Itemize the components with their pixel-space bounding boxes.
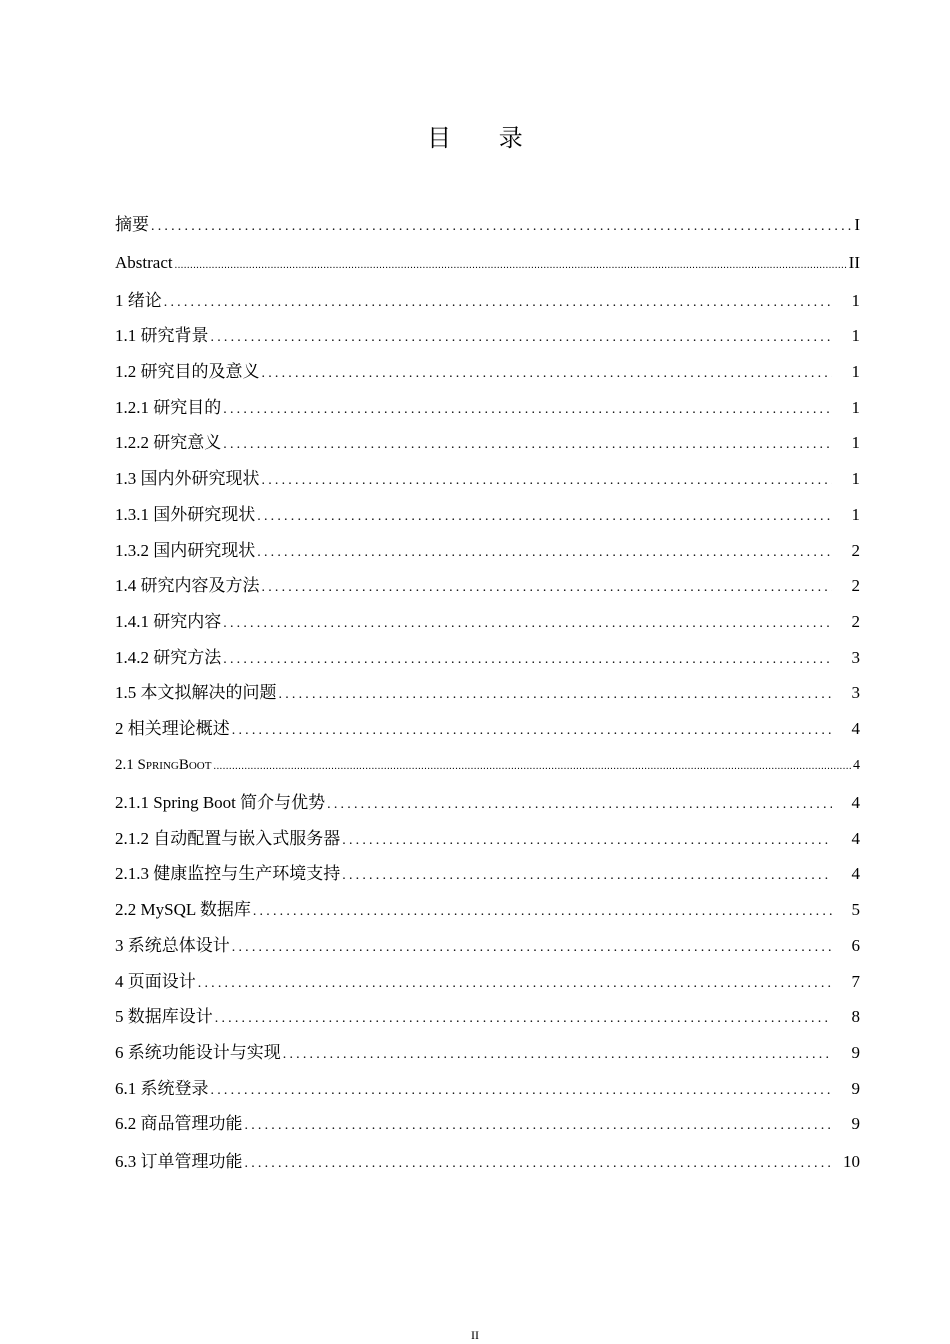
toc-entry-label: 1.4.1 研究内容 [115, 612, 222, 631]
toc-entry-label: 3 系统总体设计 [115, 936, 230, 955]
toc-leader-dots [232, 719, 832, 743]
toc-entry-label: 1 绪论 [115, 291, 162, 310]
toc-entry[interactable] [115, 396, 860, 420]
toc-entry[interactable] [115, 1005, 860, 1029]
toc-entry[interactable] [115, 1150, 860, 1174]
toc-entry-label: 2.1.1 Spring Boot 简介与优势 [115, 793, 326, 812]
toc-leader-dots [223, 433, 832, 457]
toc-entry[interactable] [115, 934, 860, 958]
toc-entry[interactable] [115, 431, 860, 455]
toc-leader-dots [164, 291, 832, 315]
toc-entry-page: 1 [851, 291, 860, 310]
toc-entry-page: 1 [851, 398, 860, 417]
toc-entry[interactable] [115, 1112, 860, 1136]
toc-entry[interactable] [115, 717, 860, 741]
toc-entry-mysql[interactable] [115, 898, 860, 922]
toc-entry-page: 1 [851, 469, 860, 488]
toc-leader-dots [211, 326, 833, 350]
toc-entry-page: 10 [843, 1152, 860, 1171]
toc-entry-page: 2 [851, 576, 860, 595]
toc-entry-label: 1.2 研究目的及意义 [115, 362, 260, 381]
toc-entry-label: 1.3 国内外研究现状 [115, 469, 260, 488]
toc-entry-label: 1.4.2 研究方法 [115, 648, 222, 667]
toc-leader-dots [327, 793, 832, 817]
toc-leader-dots [215, 1007, 832, 1031]
toc-entry-label: 5 数据库设计 [115, 1007, 213, 1026]
toc-entry-label: 1.4 研究内容及方法 [115, 576, 260, 595]
toc-entry-label: 2 相关理论概述 [115, 719, 230, 738]
toc-entry-page: 2 [851, 612, 860, 631]
toc-entry-label: 2.1.2 自动配置与嵌入式服务器 [115, 829, 341, 848]
toc-entry-label: 摘要 [115, 215, 149, 234]
toc-entry[interactable] [115, 289, 860, 313]
toc-leader-dots [253, 900, 832, 924]
toc-entry[interactable] [115, 827, 860, 851]
toc-entry-label: 4 页面设计 [115, 972, 196, 991]
toc-entry[interactable] [115, 574, 860, 598]
toc-leader-dots [175, 254, 847, 278]
toc-entry-page: 4 [851, 793, 860, 812]
toc-entry-label: 1.2.2 研究意义 [115, 433, 222, 452]
toc-leader-dots [283, 1043, 832, 1067]
page-title: 目 录 [427, 124, 543, 152]
toc-entry-label: 1.2.1 研究目的 [115, 398, 222, 417]
toc-leader-dots [213, 755, 851, 779]
toc-entry-page: 6 [851, 936, 860, 955]
toc-entry-abstract-cn[interactable] [115, 213, 860, 237]
toc-entry-label: Abstract [115, 253, 173, 272]
toc-entry[interactable] [115, 646, 860, 670]
toc-entry-page: 1 [851, 505, 860, 524]
toc-leader-dots [342, 864, 832, 888]
toc-entry-label: 1.3.2 国内研究现状 [115, 541, 256, 560]
toc-entry-label: 1.3.1 国外研究现状 [115, 505, 256, 524]
toc-leader-dots [223, 398, 832, 422]
toc-entry[interactable] [115, 970, 860, 994]
toc-leader-dots [342, 829, 832, 853]
toc-leader-dots [232, 936, 832, 960]
toc-entry-page: 4 [851, 719, 860, 738]
toc-entry-page: 7 [851, 972, 860, 991]
toc-entry-page: 9 [851, 1043, 860, 1062]
toc-entry-abstract-en[interactable] [115, 251, 860, 275]
toc-entry-page: II [848, 253, 860, 272]
footer-page-number: II [471, 1328, 479, 1342]
toc-entry-page: 8 [851, 1007, 860, 1026]
toc-entry-label: 2.2 MySQL 数据库 [115, 900, 251, 919]
toc-entry-page: 5 [851, 900, 860, 919]
toc-entry[interactable] [115, 503, 860, 527]
toc-entry-page: 9 [851, 1079, 860, 1098]
toc-entry[interactable] [115, 467, 860, 491]
toc-entry-page: I [854, 215, 860, 234]
toc-leader-dots [245, 1152, 833, 1176]
toc-leader-dots [262, 469, 833, 493]
toc-entry-label: 2.1.3 健康监控与生产环境支持 [115, 864, 341, 883]
toc-entry[interactable] [115, 862, 860, 886]
toc-leader-dots [211, 1079, 833, 1103]
toc-entry[interactable] [115, 324, 860, 348]
toc-leader-dots [279, 683, 833, 707]
toc-entry[interactable] [115, 1041, 860, 1065]
toc-leader-dots [262, 576, 833, 600]
toc-entry-page: 3 [851, 648, 860, 667]
toc-entry-page: 1 [851, 326, 860, 345]
toc-leader-dots [151, 215, 852, 239]
toc-leader-dots [257, 505, 832, 529]
toc-leader-dots [262, 362, 833, 386]
toc-leader-dots [223, 648, 832, 672]
toc-entry-page: 3 [851, 683, 860, 702]
toc-entry-label: 6.2 商品管理功能 [115, 1114, 243, 1133]
toc-entry-label: 6 系统功能设计与实现 [115, 1043, 281, 1062]
toc-entry-page: 4 [851, 864, 860, 883]
toc-entry[interactable] [115, 539, 860, 563]
toc-entry[interactable] [115, 360, 860, 384]
toc-leader-dots [257, 541, 832, 565]
toc-entry-page: 1 [851, 433, 860, 452]
toc-entry-page: 1 [851, 362, 860, 381]
toc-leader-dots [245, 1114, 833, 1138]
toc-leader-dots [198, 972, 832, 996]
toc-leader-dots [223, 612, 832, 636]
toc-entry-page: 9 [851, 1114, 860, 1133]
toc-entry-page: 2 [851, 541, 860, 560]
toc-entry-page: 4 [851, 829, 860, 848]
toc-entry-label: 6.1 系统登录 [115, 1079, 209, 1098]
toc-entry-label: 1.5 本文拟解决的问题 [115, 683, 277, 702]
toc-entry[interactable] [115, 610, 860, 634]
toc-entry-label: 1.1 研究背景 [115, 326, 209, 345]
toc-entry[interactable] [115, 791, 860, 815]
toc-entry[interactable] [115, 1077, 860, 1101]
toc-entry-label: 6.3 订单管理功能 [115, 1152, 243, 1171]
toc-entry[interactable] [115, 681, 860, 705]
toc-entry-springboot[interactable] [115, 753, 860, 777]
toc-entry-page: 4 [853, 758, 860, 773]
toc-entry-label: 2.1 SpringBoot [115, 757, 212, 773]
